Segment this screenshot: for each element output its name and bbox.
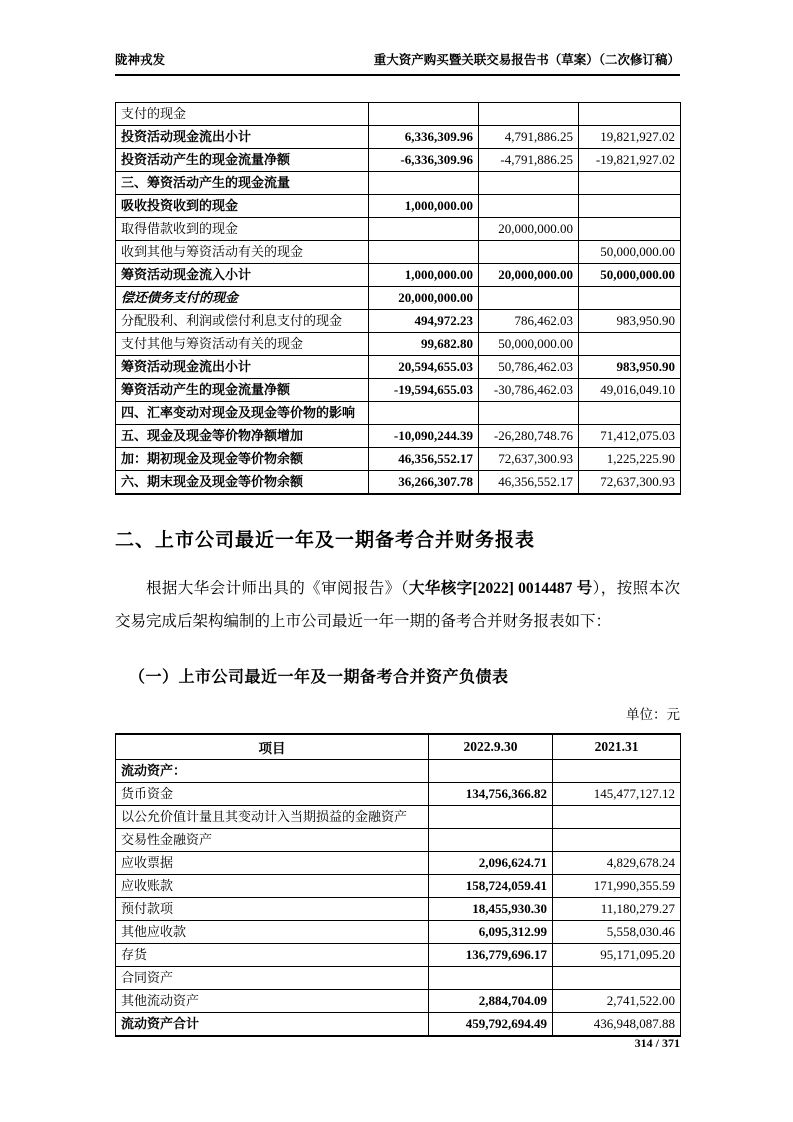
- row-label-cell: 吸收投资收到的现金: [116, 195, 369, 218]
- value-cell: 983,950.90: [579, 310, 681, 333]
- table-row: [116, 783, 681, 806]
- value-cell: 1,000,000.00: [369, 195, 479, 218]
- value-cell: -30,786,462.03: [479, 379, 579, 402]
- value-cell: [579, 103, 681, 126]
- value-cell: 20,000,000.00: [479, 218, 579, 241]
- row-label-cell: 存货: [116, 944, 429, 967]
- subsection-title: （一）上市公司最近一年及一期备考合并资产负债表: [129, 669, 509, 687]
- row-label-cell: 投资活动产生的现金流量净额: [116, 149, 369, 172]
- value-cell: 983,950.90: [579, 356, 681, 379]
- value-cell: 95,171,095.20: [553, 944, 681, 967]
- value-cell: 459,792,694.49: [429, 1013, 553, 1036]
- value-cell: 20,000,000.00: [479, 264, 579, 287]
- page-content: [115, 0, 680, 1037]
- value-cell: [429, 760, 553, 783]
- paragraph-text-segment: ），按照本次交易完成后架构编制的上市公司最近一年一期的备考合并财务报表如下：: [115, 579, 680, 630]
- header-report-title: 重大资产购买暨关联交易报告书（草案）（二次修订稿）: [373, 53, 680, 67]
- row-label-cell: 五、现金及现金等价物净额增加: [116, 425, 369, 448]
- table-row: [116, 852, 681, 875]
- value-cell: 2,741,522.00: [553, 990, 681, 1013]
- value-cell: [429, 829, 553, 852]
- table-row: [116, 218, 681, 241]
- row-label-cell: 筹资活动现金流出小计: [116, 356, 369, 379]
- row-label-cell: 收到其他与筹资活动有关的现金: [116, 241, 369, 264]
- value-cell: 145,477,127.12: [553, 783, 681, 806]
- row-label-cell: 以公允价值计量且其变动计入当期损益的金融资产: [116, 806, 429, 829]
- value-cell: 2,096,624.71: [429, 852, 553, 875]
- value-cell: 20,000,000.00: [369, 287, 479, 310]
- header-company-name: 陇神戎发: [115, 53, 166, 67]
- value-cell: [369, 402, 479, 425]
- value-cell: [579, 402, 681, 425]
- table-row: [116, 310, 681, 333]
- page-header: [115, 0, 680, 76]
- value-cell: 134,756,366.82: [429, 783, 553, 806]
- row-label-cell: 筹资活动产生的现金流量净额: [116, 379, 369, 402]
- value-cell: 786,462.03: [479, 310, 579, 333]
- intro-paragraph: [115, 572, 680, 639]
- value-cell: [479, 287, 579, 310]
- value-cell: 6,336,309.96: [369, 126, 479, 149]
- value-cell: [429, 967, 553, 990]
- value-cell: [479, 103, 579, 126]
- value-cell: 99,682.80: [369, 333, 479, 356]
- value-cell: 19,821,927.02: [579, 126, 681, 149]
- row-label-cell: 流动资产：: [116, 760, 429, 783]
- column-header-item: 项目: [116, 734, 429, 760]
- table-row: [116, 990, 681, 1013]
- table-row: [116, 921, 681, 944]
- cashflow-table-body: [116, 103, 681, 494]
- value-cell: [369, 172, 479, 195]
- value-cell: 1,000,000.00: [369, 264, 479, 287]
- value-cell: 171,990,355.59: [553, 875, 681, 898]
- table-row: [116, 829, 681, 852]
- value-cell: 1,225,225.90: [579, 448, 681, 471]
- table-row: [116, 402, 681, 425]
- value-cell: 136,779,696.17: [429, 944, 553, 967]
- value-cell: 46,356,552.17: [479, 471, 579, 494]
- row-label-cell: 四、汇率变动对现金及现金等价物的影响: [116, 402, 369, 425]
- value-cell: [553, 760, 681, 783]
- row-label-cell: 三、筹资活动产生的现金流量: [116, 172, 369, 195]
- table-row: [116, 448, 681, 471]
- value-cell: 50,786,462.03: [479, 356, 579, 379]
- row-label-cell: 支付其他与筹资活动有关的现金: [116, 333, 369, 356]
- value-cell: [579, 172, 681, 195]
- row-label-cell: 其他应收款: [116, 921, 429, 944]
- value-cell: [579, 218, 681, 241]
- table-row: [116, 356, 681, 379]
- row-label-cell: 支付的现金: [116, 103, 369, 126]
- value-cell: [369, 241, 479, 264]
- value-cell: 4,829,678.24: [553, 852, 681, 875]
- value-cell: [553, 806, 681, 829]
- row-label-cell: 取得借款收到的现金: [116, 218, 369, 241]
- table-row: [116, 967, 681, 990]
- table-row: [116, 241, 681, 264]
- balance-table-body: [116, 760, 681, 1036]
- row-label-cell: 应收票据: [116, 852, 429, 875]
- value-cell: -26,280,748.76: [479, 425, 579, 448]
- balance-table-header: [116, 734, 681, 760]
- value-cell: -6,336,309.96: [369, 149, 479, 172]
- value-cell: -19,594,655.03: [369, 379, 479, 402]
- cashflow-table: [115, 102, 681, 495]
- table-row: [116, 1013, 681, 1036]
- row-label-cell: 应收账款: [116, 875, 429, 898]
- table-row: [116, 425, 681, 448]
- unit-label: 单位：元: [626, 707, 680, 723]
- value-cell: 6,095,312.99: [429, 921, 553, 944]
- value-cell: [553, 829, 681, 852]
- value-cell: [579, 333, 681, 356]
- table-row: [116, 149, 681, 172]
- value-cell: 20,594,655.03: [369, 356, 479, 379]
- table-row: [116, 103, 681, 126]
- row-label-cell: 货币资金: [116, 783, 429, 806]
- table-row: [116, 379, 681, 402]
- row-label-cell: 六、期末现金及现金等价物余额: [116, 471, 369, 494]
- row-label-cell: 投资活动现金流出小计: [116, 126, 369, 149]
- table-row: [116, 471, 681, 494]
- value-cell: [429, 806, 553, 829]
- value-cell: 158,724,059.41: [429, 875, 553, 898]
- value-cell: 49,016,049.10: [579, 379, 681, 402]
- table-row: [116, 172, 681, 195]
- value-cell: 36,266,307.78: [369, 471, 479, 494]
- table-row: [116, 287, 681, 310]
- value-cell: 2,884,704.09: [429, 990, 553, 1013]
- value-cell: 71,412,075.03: [579, 425, 681, 448]
- row-label-cell: 流动资产合计: [116, 1013, 429, 1036]
- value-cell: 72,637,300.93: [579, 471, 681, 494]
- value-cell: [369, 103, 479, 126]
- value-cell: 18,455,930.30: [429, 898, 553, 921]
- table-row: [116, 195, 681, 218]
- paragraph-text-segment: 大华核字[2022] 0014487 号: [408, 579, 593, 597]
- column-header-2021: 2021.31: [553, 734, 681, 760]
- row-label-cell: 加：期初现金及现金等价物余额: [116, 448, 369, 471]
- page-number: 314 / 371: [634, 1036, 680, 1050]
- value-cell: [479, 241, 579, 264]
- row-label-cell: 交易性金融资产: [116, 829, 429, 852]
- value-cell: [479, 195, 579, 218]
- table-row: [116, 264, 681, 287]
- table-row: [116, 126, 681, 149]
- value-cell: 46,356,552.17: [369, 448, 479, 471]
- value-cell: [479, 172, 579, 195]
- value-cell: -10,090,244.39: [369, 425, 479, 448]
- row-label-cell: 偿还债务支付的现金: [116, 287, 369, 310]
- table-row: [116, 944, 681, 967]
- value-cell: -19,821,927.02: [579, 149, 681, 172]
- value-cell: 494,972.23: [369, 310, 479, 333]
- value-cell: [479, 402, 579, 425]
- balance-sheet-table: [115, 733, 681, 1037]
- row-label-cell: 合同资产: [116, 967, 429, 990]
- table-row: [116, 333, 681, 356]
- value-cell: [369, 218, 479, 241]
- value-cell: 50,000,000.00: [579, 264, 681, 287]
- table-row: [116, 806, 681, 829]
- value-cell: -4,791,886.25: [479, 149, 579, 172]
- value-cell: 50,000,000.00: [579, 241, 681, 264]
- paragraph-text-segment: 根据大华会计师出具的《审阅报告》（: [146, 579, 409, 597]
- row-label-cell: 分配股利、利润或偿付利息支付的现金: [116, 310, 369, 333]
- value-cell: [579, 287, 681, 310]
- table-row: [116, 875, 681, 898]
- value-cell: 11,180,279.27: [553, 898, 681, 921]
- value-cell: 50,000,000.00: [479, 333, 579, 356]
- value-cell: [553, 967, 681, 990]
- value-cell: 5,558,030.46: [553, 921, 681, 944]
- value-cell: 436,948,087.88: [553, 1013, 681, 1036]
- value-cell: 4,791,886.25: [479, 126, 579, 149]
- section-title: 二、上市公司最近一年及一期备考合并财务报表: [115, 529, 536, 551]
- table-row: [116, 898, 681, 921]
- table-header-row: [116, 734, 681, 760]
- column-header-2022: 2022.9.30: [429, 734, 553, 760]
- row-label-cell: 预付款项: [116, 898, 429, 921]
- row-label-cell: 其他流动资产: [116, 990, 429, 1013]
- row-label-cell: 筹资活动现金流入小计: [116, 264, 369, 287]
- table-row: [116, 760, 681, 783]
- value-cell: [579, 195, 681, 218]
- value-cell: 72,637,300.93: [479, 448, 579, 471]
